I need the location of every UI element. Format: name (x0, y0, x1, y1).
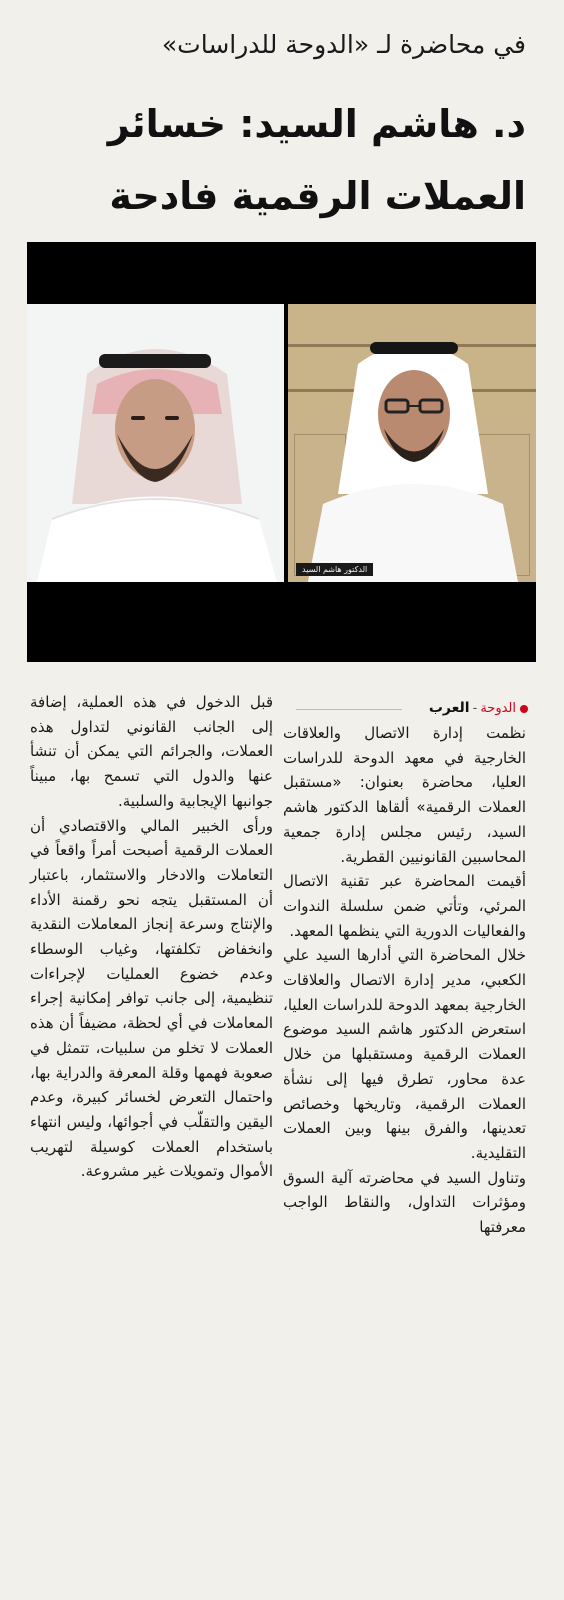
dateline-rule (296, 709, 402, 710)
video-call-photo (27, 242, 536, 662)
bullet-dot-icon (520, 705, 528, 713)
video-pane-guest (27, 304, 284, 582)
dateline-separator: - (472, 701, 478, 716)
article-paragraph: قبل الدخول في هذه العملية، إضافة إلى الجانب القانوني لتداول هذه العملات، والجرائم التي يمكن أن تنشأ عنها والدول التي تسمح بها، مبيناً جوانبها الإيجابية والسلبية. (30, 693, 273, 810)
speaker-name-tag: الدكتور هاشم السيد (296, 563, 373, 576)
dateline-city: الدوحة (480, 701, 516, 716)
article-column-left (30, 690, 273, 1184)
headline-line-2: العملات الرقمية فادحة (109, 174, 526, 218)
article-paragraph: وتناول السيد في محاضرته آلية السوق ومؤثرات التداول، والنقاط الواجب معرفتها (283, 1168, 526, 1237)
article-paragraph: أقيمت المحاضرة عبر تقنية الاتصال المرئي، وتأتي ضمن سلسلة الندوات والفعاليات الدورية التي ينظمها المعهد. (283, 872, 526, 940)
headline (20, 88, 526, 232)
kicker: في محاضرة لـ «الدوحة للدراسات» (161, 30, 526, 59)
article-paragraph: ورأى الخبير المالي والاقتصادي أن العملات الرقمية أصبحت أمراً واقعاً في التعاملات والادخار والاستثمار، باعتبار أن المستقبل يتجه نحو رقمنة الأداء والإنتاج وسرعة إنجاز المعاملات النقدية وانخفاض تكلفتها، وغياب الوسطاء وعدم خضوع العمليات لإجراءات تنظيمية، إلى جانب توافر إمكانية إجراء المعاملات في أي لحظة، مضيفاً أن هذه العملات لا تخلو من سلبيات، تتمثل في صعوبة فهمها وقلة المعرفة والدراية بها، واحتمال التعرض لخسائر كبيرة، وعدم اليقين والتقلّب في أجوائها، وليس انتهاء باستخدام العملات كوسيلة لتهريب الأموال وتمويلات غير مشروعة. (30, 816, 273, 1181)
headline-line-1: د. هاشم السيد: خسائر (107, 102, 526, 146)
dateline (318, 697, 528, 719)
article-paragraph: نظمت إدارة الاتصال والعلاقات الخارجية في معهد الدوحة للدراسات العليا، محاضرة بعنوان: «مستقبل العملات الرقمية» ألقاها الدكتور هاشم السيد، رئيس مجلس إدارة جمعية المحاسبين القانونيين القطرية. (283, 724, 526, 866)
speaker-portrait (288, 304, 536, 582)
guest-portrait (27, 304, 284, 582)
video-pane-speaker (288, 304, 536, 582)
article-paragraph: خلال المحاضرة التي أدارها السيد علي الكعبي، مدير إدارة الاتصال والعلاقات الخارجية بمعهد الدوحة للدراسات العليا، استعرض الدكتور هاشم السيد موضوع العملات الرقمية ومستقبلها من خلال عدة محاور، تطرق فيها إلى نشأة العملات الرقمية، وتاريخها وخصائص تعدينها، والفرق بينها وبين العملات التقليدية. (283, 946, 526, 1162)
newspaper-brand: العرب (428, 700, 470, 716)
article-column-right (283, 721, 526, 1240)
